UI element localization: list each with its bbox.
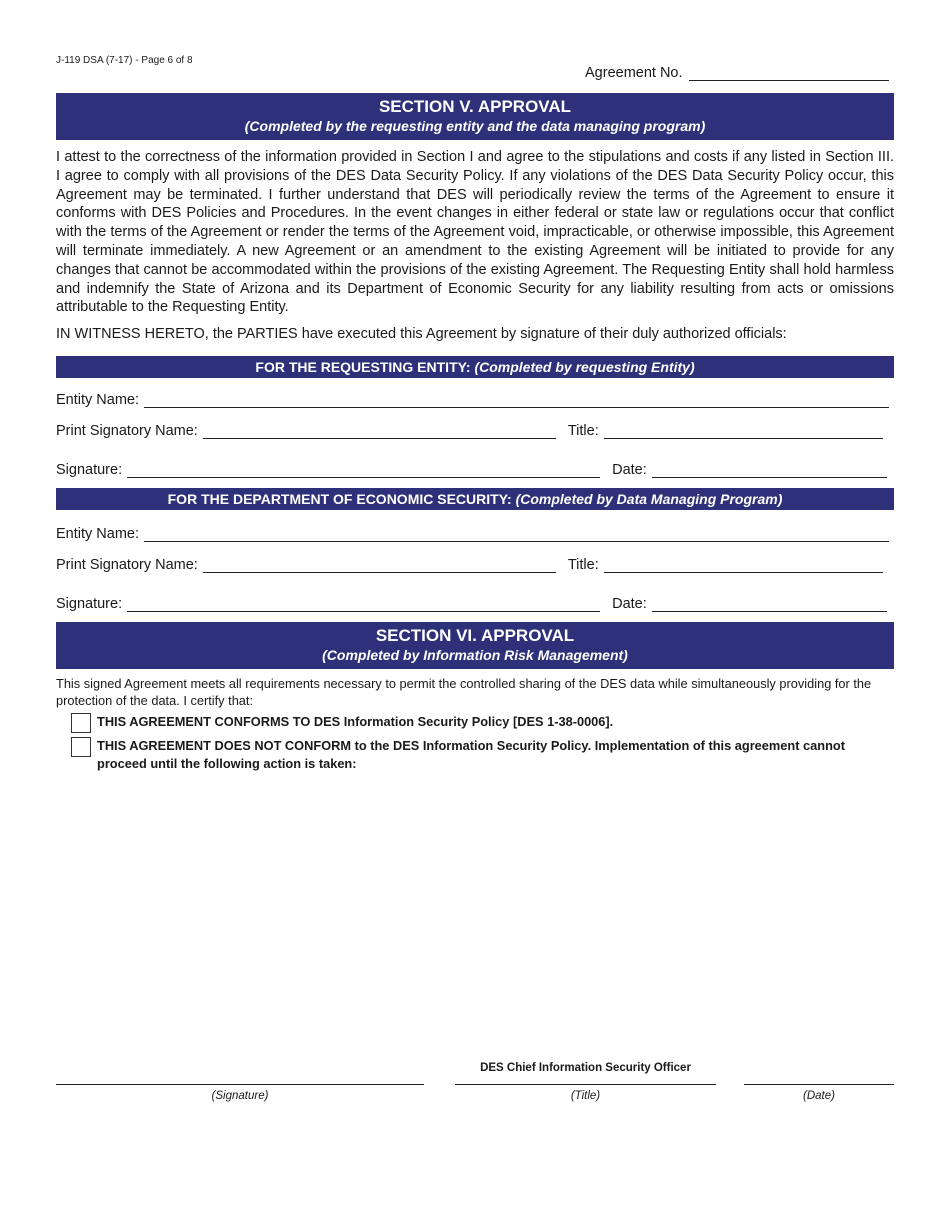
req-date-label: Date:: [612, 462, 647, 478]
des-signatory-row: [56, 557, 894, 573]
requesting-entity-header-label: FOR THE REQUESTING ENTITY:: [255, 359, 471, 375]
form-id: J-119 DSA (7-17) - Page 6 of 8: [56, 55, 193, 66]
date-caption: (Date): [803, 1090, 835, 1102]
conforms-option: [71, 713, 894, 733]
req-signature-input[interactable]: [127, 463, 600, 478]
des-entity-name-label: Entity Name:: [56, 526, 139, 542]
req-title-input[interactable]: [604, 424, 883, 439]
des-signature-label: Signature:: [56, 596, 123, 612]
des-entity-name-input[interactable]: [144, 527, 889, 542]
agreement-no-label: Agreement No.: [585, 65, 683, 81]
not-conforms-label: THIS AGREEMENT DOES NOT CONFORM to the DES Information Security Policy. Implementation of this agreement cannot proceed until the following action is taken:: [97, 738, 845, 771]
req-entity-name-input[interactable]: [144, 393, 889, 408]
des-signatory-label: Print Signatory Name:: [56, 557, 198, 573]
req-signatory-input[interactable]: [203, 424, 556, 439]
conforms-label: THIS AGREEMENT CONFORMS TO DES Information Security Policy [DES 1-38-0006].: [97, 714, 614, 729]
signature-caption: (Signature): [211, 1090, 269, 1102]
officer-title: DES Chief Information Security Officer: [480, 1062, 691, 1074]
req-date-input[interactable]: [652, 463, 887, 478]
des-header-label: FOR THE DEPARTMENT OF ECONOMIC SECURITY:: [167, 491, 512, 507]
des-header-note: (Completed by Data Managing Program): [515, 491, 783, 507]
agreement-no-input[interactable]: [689, 65, 889, 81]
des-title-input[interactable]: [604, 558, 883, 573]
req-signature-label: Signature:: [56, 462, 123, 478]
agreement-no-field: [585, 65, 889, 81]
section-6-intro: This signed Agreement meets all requirements necessary to permit the controlled sharing of the DES data while simultaneously providing for the protection of the data. I certify that:: [56, 676, 872, 708]
req-entity-name-row: [56, 392, 894, 408]
section-5-title: SECTION V. APPROVAL: [378, 97, 572, 116]
req-signature-row: [56, 462, 894, 478]
des-signatory-input[interactable]: [203, 558, 556, 573]
section-6-header: [56, 622, 894, 669]
des-date-label: Date:: [612, 596, 647, 612]
section-6-title: SECTION VI. APPROVAL: [375, 626, 575, 645]
title-caption: (Title): [570, 1090, 601, 1102]
des-header: [56, 488, 894, 510]
section-5-subtitle: (Completed by the requesting entity and the data managing program): [244, 118, 706, 134]
requesting-entity-header: [56, 356, 894, 378]
des-date-input[interactable]: [652, 597, 887, 612]
conforms-checkbox[interactable]: [71, 713, 91, 733]
req-title-label: Title:: [567, 423, 599, 439]
irm-title-line[interactable]: [455, 1084, 716, 1085]
requesting-entity-header-note: (Completed by requesting Entity): [474, 359, 695, 375]
des-signature-row: [56, 596, 894, 612]
not-conforms-option: [71, 737, 894, 773]
section-5-header: [56, 93, 894, 140]
witness-paragraph: IN WITNESS HERETO, the PARTIES have executed this Agreement by signature of their duly authorized officials:: [56, 326, 787, 342]
des-entity-name-row: [56, 526, 894, 542]
des-signature-input[interactable]: [127, 597, 600, 612]
req-signatory-row: [56, 423, 894, 439]
irm-signature-line[interactable]: [56, 1084, 424, 1085]
irm-date-line[interactable]: [744, 1084, 894, 1085]
des-title-label: Title:: [567, 557, 599, 573]
req-signatory-label: Print Signatory Name:: [56, 423, 198, 439]
req-entity-name-label: Entity Name:: [56, 392, 139, 408]
section-6-subtitle: (Completed by Information Risk Management): [322, 647, 628, 663]
attestation-paragraph: I attest to the correctness of the information provided in Section I and agree to the stipulations and costs if any listed in Section III. I agree to comply with all provisions of the DES Data Security Policy. If any violations of the DES Data Security Policy occur, this Agreement may be terminated. I further understand that DES will periodically review the terms of the Agreement to ensure it conforms with DES Policies and Procedures. In the event changes in either federal or state law or regulations occur that conflict with the terms of the Agreement or render the terms of the Agreement void, impracticable, or otherwise impossible, this Agreement will terminate immediately. A new Agreement or an amendment to the existing Agreement will be initiated to provide for any changes that cannot be accommodated within the provisions of the existing Agreement. The Requesting Entity shall hold harmless and indemnify the State of Arizona and its Department of Economic Security for any liability resulting from acts or omissions attributable to the Requesting Entity.: [56, 149, 894, 316]
not-conforms-checkbox[interactable]: [71, 737, 91, 757]
